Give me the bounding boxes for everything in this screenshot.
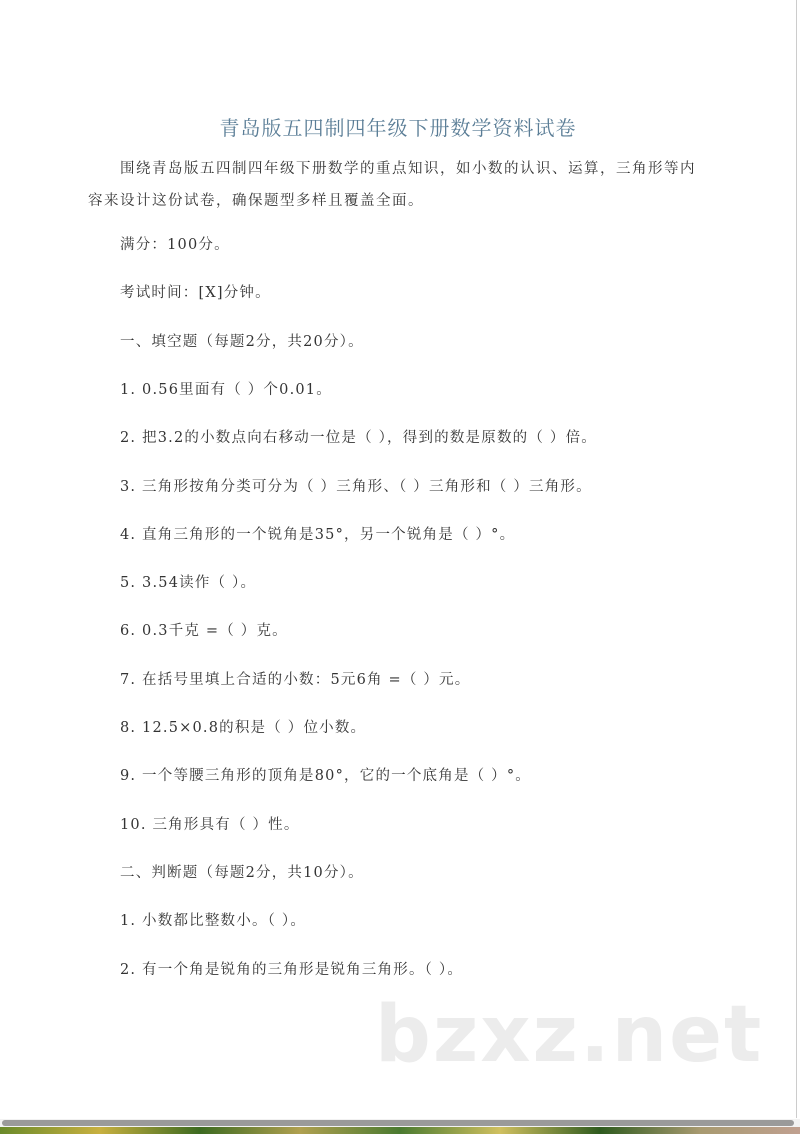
document-line: 5. 3.54读作（ ）。 <box>120 575 257 592</box>
document-line: 一、填空题（每题2分，共20分）。 <box>120 333 364 350</box>
page-title: 青岛版五四制四年级下册数学资料试卷 <box>219 116 577 140</box>
background-image-strip <box>0 1127 800 1134</box>
intro-paragraph: 围绕青岛版五四制四年级下册数学的重点知识，如小数的认识、运算，三角形等内容来设计这份试卷，确保题型多样且覆盖全面。 <box>88 161 696 209</box>
watermark-logo: bzxz.net <box>375 990 764 1080</box>
document-line: 6. 0.3千克 =（ ）克。 <box>120 623 288 640</box>
document-line: 2. 有一个角是锐角的三角形是锐角三角形。（ ）。 <box>120 961 464 978</box>
document-line: 满分：100分。 <box>120 237 230 253</box>
document-line: 10. 三角形具有（ ）性。 <box>120 816 300 833</box>
document-line: 1. 小数都比整数小。（ ）。 <box>120 913 307 930</box>
document-line: 1. 0.56里面有（ ）个0.01。 <box>120 381 332 398</box>
document-line: 7. 在括号里填上合适的小数：5元6角 =（ ）元。 <box>120 671 471 688</box>
scrollbar-thumb[interactable] <box>2 1120 794 1126</box>
horizontal-scrollbar[interactable] <box>0 1119 800 1127</box>
document-line: 二、判断题（每题2分，共10分）。 <box>120 864 364 881</box>
document-line: 3. 三角形按角分类可分为（ ）三角形、（ ）三角形和（ ）三角形。 <box>120 478 592 495</box>
document-line: 考试时间：[X]分钟。 <box>120 285 271 302</box>
document-line: 2. 把3.2的小数点向右移动一位是（ ），得到的数是原数的（ ）倍。 <box>120 430 597 447</box>
document-line: 4. 直角三角形的一个锐角是35°，另一个锐角是（ ）°。 <box>120 526 516 543</box>
document-line: 9. 一个等腰三角形的顶角是80°，它的一个底角是（ ）°。 <box>120 768 532 785</box>
document-line: 8. 12.5×0.8的积是（ ）位小数。 <box>120 720 367 736</box>
